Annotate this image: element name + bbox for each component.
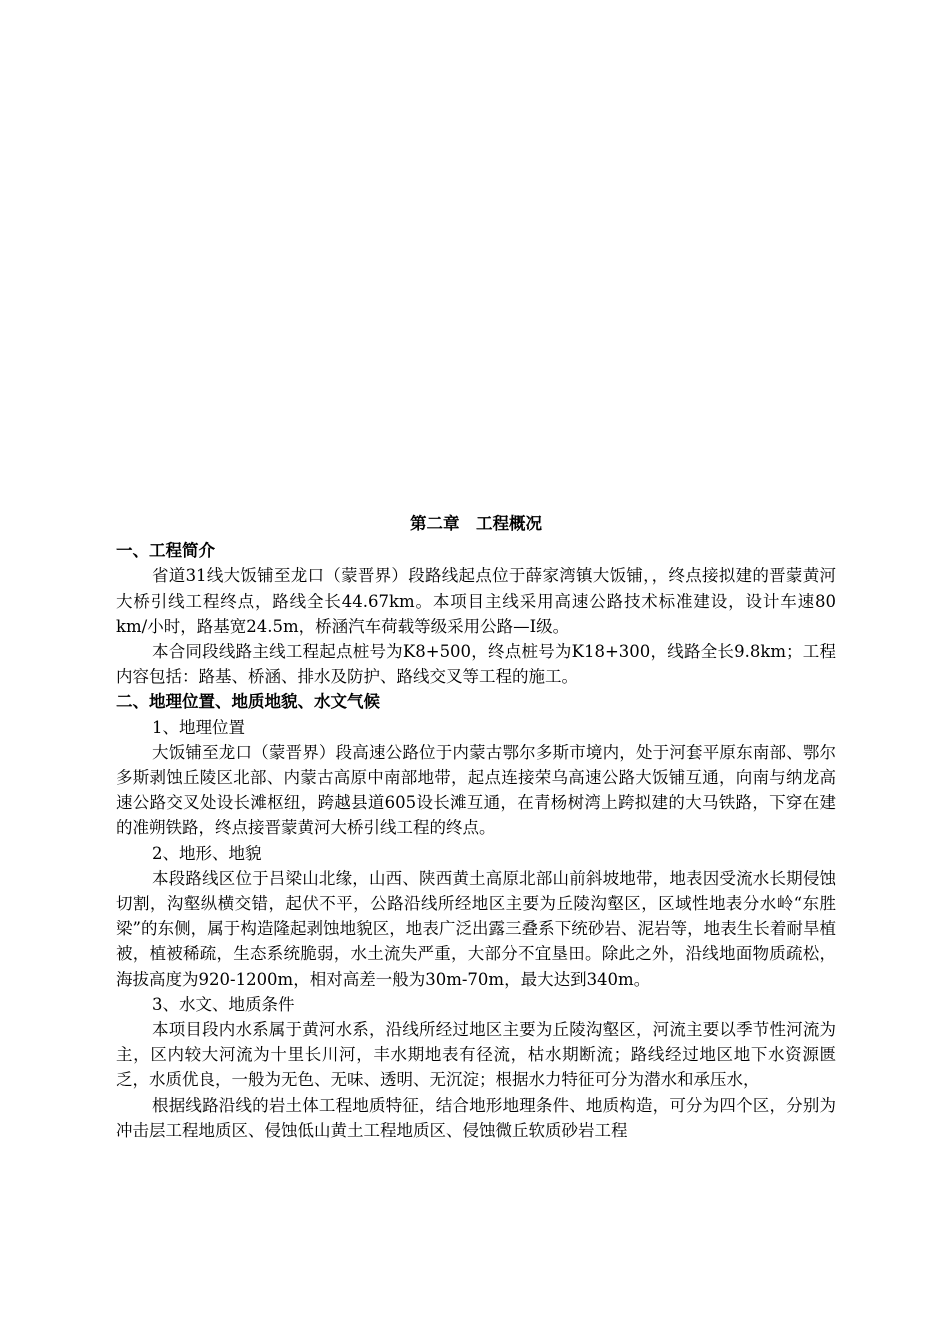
subsection-heading-terrain: 2、地形、地貌 (152, 843, 262, 863)
document-body (116, 511, 836, 1143)
section-heading-geography: 二、地理位置、地质地貌、水文气候 (116, 692, 380, 712)
paragraph: 省道31线大饭铺至龙口（蒙晋界）段路线起点位于薛家湾镇大饭铺，，终点接拟建的晋蒙黄河大桥引线工程终点，路线全长44.67km。本项目主线采用高速公路技术标准建设，设计车速80 km/小时，路基宽24.5m，桥涵汽车荷载等级采用公路—Ⅰ级。 (116, 566, 836, 636)
paragraph: 本项目段内水系属于黄河水系，沿线所经过地区主要为丘陵沟壑区，河流主要以季节性河流为主，区内较大河流为十里长川河，丰水期地表有径流，枯水期断流；路线经过地区地下水资源匮乏，水质优良，一般为无色、无味、透明、无沉淀；根据水力特征可分为潜水和承压水， (116, 1020, 836, 1090)
subsection-heading-location: 1、地理位置 (152, 717, 245, 737)
section-heading-project-intro: 一、工程简介 (116, 541, 215, 561)
paragraph: 本段路线区位于吕梁山北缘，山西、陕西黄土高原北部山前斜坡地带，地表因受流水长期侵蚀切割，沟壑纵横交错，起伏不平，公路沿线所经地区主要为丘陵沟壑区，区域性地表分水岭“东胜梁”的东侧，属于构造隆起剥蚀地貌区，地表广泛出露三叠系下统砂岩、泥岩等，地表生长着耐旱植被，植被稀疏，生态系统脆弱，水土流失严重，大部分不宜垦田。除此之外，沿线地面物质疏松，海拔高度为920-1200m，相对高差一般为30m-70m，最大达到340m。 (116, 868, 836, 989)
paragraph: 本合同段线路主线工程起点桩号为K8+500，终点桩号为K18+300，线路全长9.8km；工程内容包括：路基、桥涵、排水及防护、路线交叉等工程的施工。 (116, 642, 836, 687)
chapter-title: 第二章 工程概况 (410, 514, 542, 533)
paragraph: 大饭铺至龙口（蒙晋界）段高速公路位于内蒙古鄂尔多斯市境内，处于河套平原东南部、鄂尔多斯剥蚀丘陵区北部、内蒙古高原中南部地带，起点连接荣乌高速公路大饭铺互通，向南与纳龙高速公路交叉处设长滩枢纽，跨越县道605设长滩互通，在青杨树湾上跨拟建的大马铁路，下穿在建的准朔铁路，终点接晋蒙黄河大桥引线工程的终点。 (116, 742, 836, 838)
paragraph: 根据线路沿线的岩土体工程地质特征，结合地形地理条件、地质构造，可分为四个区，分别为冲击层工程地质区、侵蚀低山黄土工程地质区、侵蚀微丘软质砂岩工程 (116, 1095, 836, 1140)
subsection-heading-hydrology: 3、水文、地质条件 (152, 994, 295, 1014)
